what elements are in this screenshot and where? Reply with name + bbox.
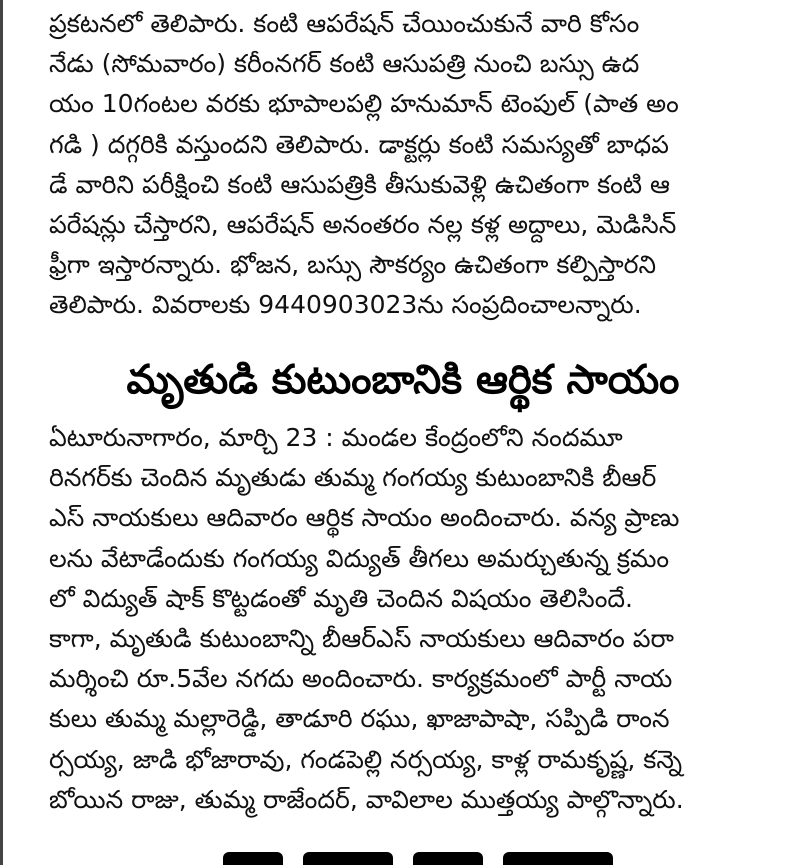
text-line: మర్శించి రూ.5వేల నగదు అందించారు. కార్యక్రమంలో పార్టీ నాయ	[49, 664, 673, 694]
text-line: ఫ్రీగా ఇస్తారన్నారు. భోజన, బస్సు సౌకర్యం ఉచితంగా కల్పిస్తారని	[49, 250, 657, 280]
cropped-glyph	[413, 852, 483, 865]
text-line: గడి ) దగ్గరికి వస్తుందని తెలిపారు. డాక్టర్లు కంటి సమస్యతో బాధప	[49, 129, 669, 159]
text-line: ఏటూరునాగారం, మార్చి 23 : మండల కేంద్రంలోని నందమూ	[49, 423, 623, 452]
text-line: కులు తుమ్మ మల్లారెడ్డి, తాడూరి రఘు, ఖాజాపాషా, సప్పిడి రాంన	[49, 704, 670, 734]
text-line: డే వారిని పరీక్షించి కంటి ఆసుపత్రికి తీసుకువెళ్లి ఉచితంగా కంటి ఆ	[49, 169, 671, 199]
article-top-paragraph	[49, 4, 777, 326]
cropped-glyph	[503, 852, 613, 865]
text-line: తెలిపారు. వివరాలకు 9440903023ను సంప్రదించాలన్నారు.	[49, 290, 642, 320]
cropped-glyph	[303, 852, 393, 865]
text-line: పరేషన్లు చేస్తారని, ఆపరేషన్ అనంతరం నల్ల కళ్ల అద్దాలు, మెడిసిన్	[49, 209, 677, 239]
text-line: ర్సయ్య, జాడి భోజారావు, గండపెల్లి నర్సయ్య, కాళ్ల రామకృష్ణ, కన్నె	[49, 744, 683, 774]
text-line: కాగా, మృతుడి కుటుంబాన్ని బీఆర్ఎస్ నాయకులు ఆదివారం పరా	[49, 623, 674, 653]
article-headline: మృతుడి కుటుంబానికి ఆర్థిక సాయం	[126, 357, 680, 403]
text-line: లో విద్యుత్ షాక్ కొట్టడంతో మృతి చెందిన విషయం తెలిసిందే.	[49, 583, 634, 613]
text-line: ప్రకటనలో తెలిపారు. కంటి ఆపరేషన్ చేయించుకునే వారి కోసం	[49, 9, 640, 38]
article-body-paragraph	[49, 418, 777, 820]
text-line: నేడు (సోమవారం) కరీంనగర్ కంటి ఆసుపత్రి నుంచి బస్సు ఉద	[49, 49, 640, 79]
text-line: రినగర్‌కు చెందిన మృతుడు తుమ్మ గంగయ్య కుటుంబానికి బీఆర్	[49, 463, 657, 493]
text-line: యం 10గంటల వరకు భూపాలపల్లి హనుమాన్ టెంపుల్ (పాత అం	[49, 89, 679, 119]
cropped-glyph	[223, 852, 283, 865]
text-line: లను వేటాడేందుకు గంగయ్య విద్యుత్ తీగలు అమర్చుతున్న క్రమం	[49, 543, 670, 573]
text-line: ఎస్ నాయకులు ఆదివారం ఆర్థిక సాయం అందించారు. వన్య ప్రాణు	[49, 503, 680, 533]
text-line: బోయిన రాజు, తుమ్మ రాజేందర్, వావిలాల ముత్తయ్య పాల్గొన్నారు.	[49, 784, 684, 814]
cropped-next-headline	[203, 846, 663, 865]
